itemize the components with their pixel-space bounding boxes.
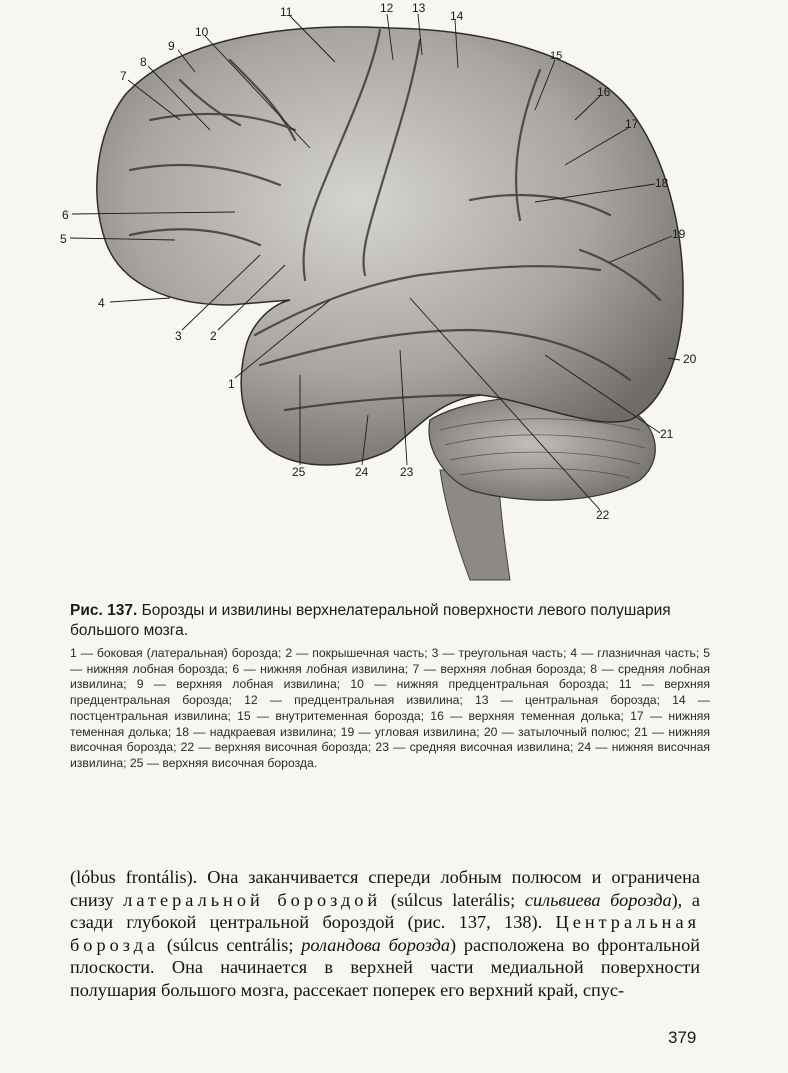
callout-3: 3 [175,329,182,343]
callout-17: 17 [625,117,639,131]
callout-11: 11 [280,5,293,19]
body-term-lateral-sulcus: латеральной бороздой [123,889,382,910]
body-text-3: (súlcus laterális; [381,889,525,910]
body-text-9: ) расположена во фронтальной плоскости. Она начинается в верхней части медиальной поверхности полушария большого мозга, рассекает поперек его верхний край, спус- [70,934,700,1000]
figure-caption-title [70,601,710,641]
body-text-5: ), а сзади глубокой центральной бороздой (рис. 137, 138). [70,889,700,933]
callout-22: 22 [596,508,610,522]
figure-legend: 1 — боковая (латеральная) борозда; 2 — покрышечная часть; 3 — треугольная часть; 4 — глазничная часть; 5 — нижняя лобная борозда; 6 — нижняя лобная извилина; 7 — верхняя лобная борозда; 8 — средняя лобная извилина; 9 — верхняя лобная извилина; 10 — нижняя предцентральная борозда; 11 — верхняя предцентральная борозда; 12 — предцентральная извилина; 13 — центральная борозда; 14 — постцентральная извилина; 15 — внутритеменная борозда; 16 — верхняя теменная долька; 17 — нижняя теменная долька; 18 — надкраевая извилина; 19 — угловая извилина; 20 — затылочный полюс; 21 — нижняя височная борозда; 22 — верхняя височная борозда; 23 — средняя височная извилина; 24 — нижняя височная извилина; 25 — верхняя височная борозда. [70,646,710,770]
callout-21: 21 [660,427,674,441]
body-paragraph [70,866,700,1002]
body-term-sylvian: сильвиева борозда [524,889,672,910]
callout-7: 7 [120,69,127,83]
body-text-7: (súlcus centrális; [159,934,302,955]
callout-2: 2 [210,329,217,343]
callout-8: 8 [140,55,147,69]
callout-14: 14 [450,9,464,23]
body-text-1: (lóbus frontális). Она заканчивается спереди лобным полюсом и ограничена снизу [70,867,700,910]
callout-4: 4 [98,296,105,310]
callout-1: 1 [228,377,235,391]
callout-13: 13 [412,1,426,15]
callout-5: 5 [60,232,67,246]
callout-18: 18 [655,176,669,190]
callout-6: 6 [62,208,69,222]
callout-9: 9 [168,39,175,53]
callout-12: 12 [380,1,394,15]
body-term-rolandic: роландова борозда [301,934,451,955]
body-term-central-sulcus: Центральная борозда [70,912,700,955]
callout-10: 10 [195,25,209,39]
callout-19: 19 [672,227,686,241]
figure-caption-label: Рис. 137. [70,602,138,619]
page-number: 379 [668,1028,697,1047]
callout-20: 20 [683,352,697,366]
callout-25: 25 [292,465,306,479]
callout-15: 15 [550,50,563,62]
callout-16: 16 [597,85,611,99]
figure-caption-text: Борозды и извилины верхнелатеральной поверхности левого полушария большого мозга. [70,602,671,639]
callout-24: 24 [355,465,369,479]
callout-23: 23 [400,465,414,479]
